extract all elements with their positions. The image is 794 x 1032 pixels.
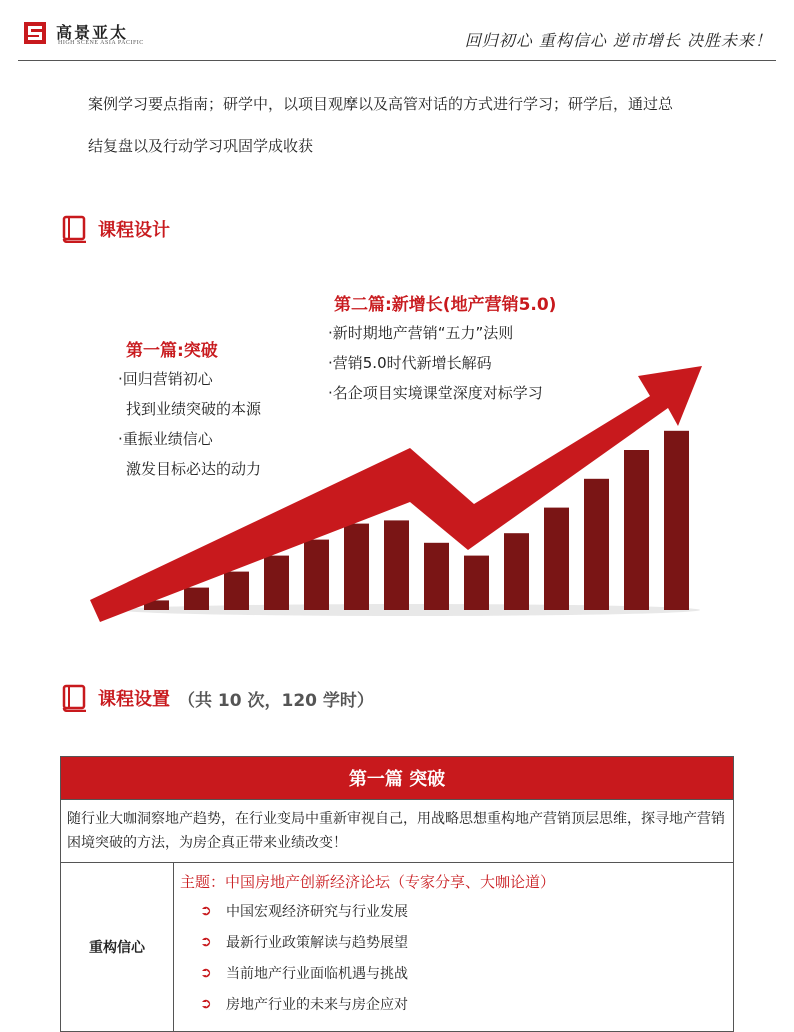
arrow-bullet-icon: ➲	[200, 933, 212, 950]
list-item	[200, 895, 733, 926]
module-content	[174, 863, 734, 1032]
growth-bar	[424, 543, 449, 610]
list-item	[200, 957, 733, 988]
part2-item-1: ·新时期地产营销“五力”法则	[328, 324, 514, 342]
part1-item-4: 激发目标必达的动力	[126, 460, 262, 478]
growth-bar	[344, 524, 369, 610]
growth-bar	[264, 556, 289, 610]
part1-item-3: ·重振业绩信心	[118, 430, 213, 448]
growth-bar	[504, 533, 529, 610]
book-icon	[62, 684, 88, 712]
section-title: 课程设置	[98, 689, 170, 710]
arrow-bullet-icon: ➲	[200, 995, 212, 1012]
growth-bar	[384, 520, 409, 610]
module-topic: 主题：中国房地产创新经济论坛（专家分享、大咖论道）	[180, 873, 556, 891]
part2-item-2: ·营销5.0时代新增长解码	[328, 354, 492, 372]
list-item	[200, 926, 733, 957]
section-subtitle: （共 10 次，120 学时）	[178, 690, 374, 711]
company-name: 高景亚太	[56, 23, 129, 42]
arrow-bullet-icon: ➲	[200, 964, 212, 981]
table-title: 第一篇 突破	[61, 757, 734, 800]
growth-bar	[544, 508, 569, 610]
part1-item-2: 找到业绩突破的本源	[126, 400, 262, 418]
arrow-bullet-icon: ➲	[200, 902, 212, 919]
list-item-text: 中国宏观经济研究与行业发展	[226, 903, 408, 920]
growth-bar	[184, 588, 209, 610]
section-course-design-heading	[62, 215, 170, 243]
intro-line-2: 结复盘以及行动学习巩固学成收获	[88, 137, 314, 155]
growth-bar	[464, 556, 489, 610]
growth-bar	[664, 431, 689, 610]
part2-title: 第二篇:新增长(地产营销5.0)	[334, 295, 557, 315]
intro-line-1: 案例学习要点指南；研学中，以项目观摩以及高管对话的方式进行学习；研学后，通过总	[88, 95, 674, 113]
table-intro: 随行业大咖洞察地产趋势，在行业变局中重新审视自己，用战略思想重构地产营销顶层思维，探寻地产营销困境突破的方法，为房企真正带来业绩改变！	[61, 800, 734, 863]
slogan: 回归初心 重构信心 逆市增长 决胜未来！	[464, 31, 772, 50]
growth-diagram	[90, 280, 730, 630]
growth-bar	[304, 540, 329, 610]
growth-bar	[624, 450, 649, 610]
page-header	[0, 0, 794, 62]
book-icon	[62, 215, 88, 243]
course-table	[60, 756, 734, 1032]
list-item-text: 当前地产行业面临机遇与挑战	[226, 965, 408, 982]
growth-bar	[224, 572, 249, 610]
growth-bar	[584, 479, 609, 610]
company-logo-icon	[24, 22, 46, 44]
list-item	[200, 988, 733, 1019]
section-course-settings-heading	[62, 684, 374, 712]
company-name-en: HIGH SCENE ASIA PACIFIC	[58, 40, 144, 46]
header-divider	[18, 60, 776, 61]
list-item-text: 房地产行业的未来与房企应对	[226, 996, 408, 1013]
part1-title: 第一篇:突破	[126, 341, 218, 361]
part1-item-1: ·回归营销初心	[118, 370, 213, 388]
section-title: 课程设计	[98, 220, 170, 241]
module-label: 重构信心	[61, 863, 174, 1032]
list-item-text: 最新行业政策解读与趋势展望	[226, 934, 408, 951]
part2-item-3: ·名企项目实境课堂深度对标学习	[328, 384, 543, 402]
